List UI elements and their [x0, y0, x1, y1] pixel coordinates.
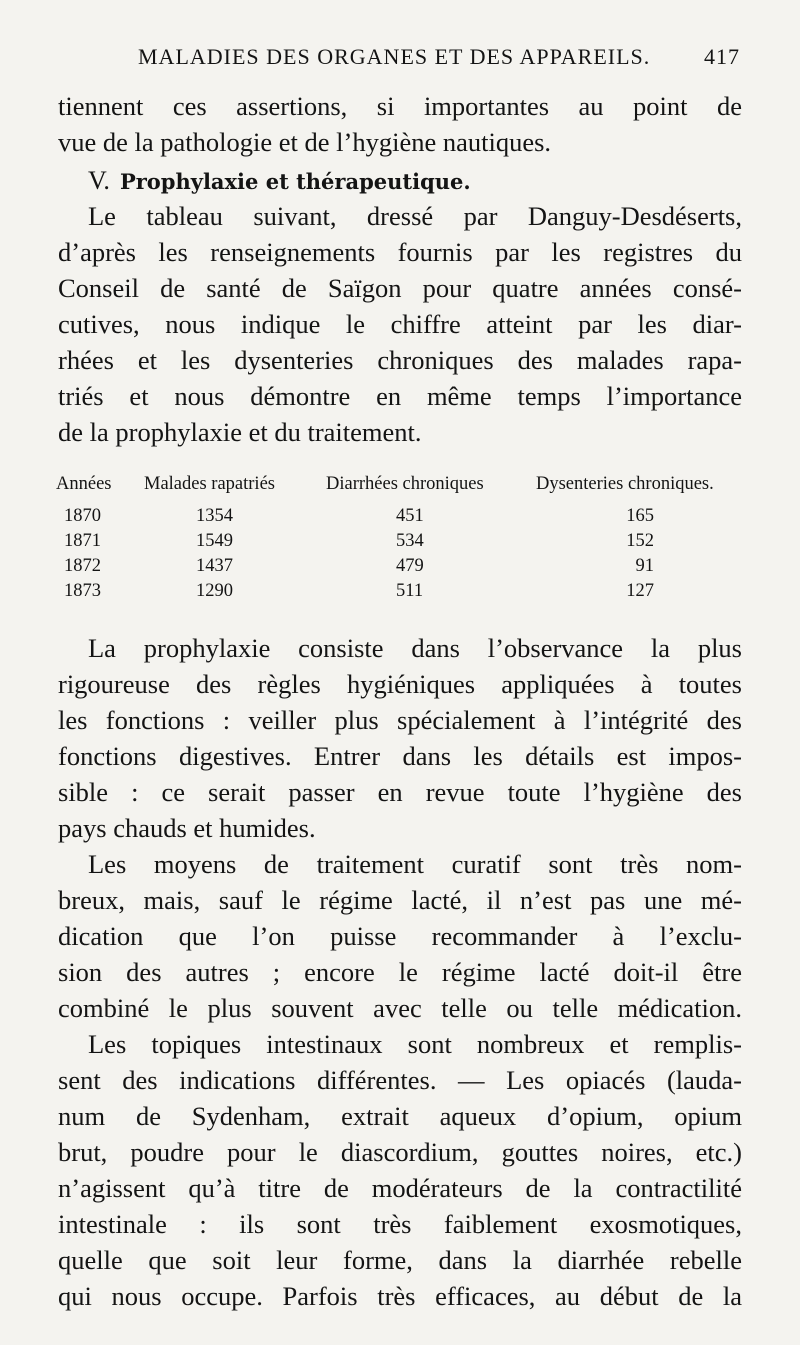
text-line: brut, poudre pour le diascordium, gouttes noires, etc.)	[58, 1137, 742, 1167]
text-line: breux, mais, sauf le régime lacté, il n’est pas une mé-	[58, 885, 742, 915]
table-row	[56, 531, 746, 556]
table-header-row	[56, 474, 746, 506]
text-line: pays chauds et humides.	[58, 813, 316, 843]
table-cell-dysentery: 127	[626, 581, 654, 601]
text-line: d’après les renseignements fournis par les registres du	[58, 237, 742, 267]
table-cell-year: 1873	[64, 581, 101, 601]
section-title: Prophylaxie et thérapeutique.	[119, 169, 471, 194]
paragraph-table-intro	[58, 198, 742, 450]
paragraph-treatment	[58, 846, 742, 1026]
table-cell-diarrhea: 534	[396, 531, 424, 551]
table-cell-year: 1870	[64, 506, 101, 526]
text-line: intestinale : ils sont très faiblement exosmotiques,	[58, 1209, 742, 1239]
text-line: Conseil de santé de Saïgon pour quatre années consé-	[58, 273, 742, 303]
section-heading	[88, 166, 471, 196]
text-line: La prophylaxie consiste dans l’observance la plus	[88, 633, 742, 663]
text-line: fonctions digestives. Entrer dans les détails est impos-	[58, 741, 742, 771]
table-cell-repatriated: 1290	[196, 581, 233, 601]
paragraph-prophylaxis	[58, 630, 742, 846]
text-line: Le tableau suivant, dressé par Danguy-Desdéserts,	[88, 201, 742, 231]
text-line: tiennent ces assertions, si importantes au point de	[58, 91, 742, 121]
column-header-dysentery: Dysenteries chroniques.	[536, 474, 714, 494]
text-line: cutives, nous indique le chiffre atteint par les diar-	[58, 309, 742, 339]
text-line: rigoureuse des règles hygiéniques appliquées à toutes	[58, 669, 742, 699]
table-cell-year: 1872	[64, 556, 101, 576]
table-row	[56, 581, 746, 606]
statistics-table	[56, 474, 746, 606]
page-number: 417	[704, 44, 740, 69]
table-cell-year: 1871	[64, 531, 101, 551]
text-line: n’agissent qu’à titre de modérateurs de la contractilité	[58, 1173, 742, 1203]
text-line: triés et nous démontre en même temps l’importance	[58, 381, 742, 411]
intro-paragraph	[58, 88, 742, 160]
text-line: Les moyens de traitement curatif sont très nom-	[88, 849, 742, 879]
text-line: sible : ce serait passer en revue toute l’hygiène des	[58, 777, 742, 807]
column-header-diarrhea: Diarrhées chroniques	[326, 474, 484, 494]
section-number: V.	[88, 166, 110, 195]
paragraph-topicals	[58, 1026, 742, 1314]
text-line: sion des autres ; encore le régime lacté doit-il être	[58, 957, 742, 987]
text-line: rhées et les dysenteries chroniques des malades rapa-	[58, 345, 742, 375]
column-header-repatriated: Malades rapatriés	[144, 474, 275, 494]
text-line: combiné le plus souvent avec telle ou telle médication.	[58, 993, 742, 1023]
text-line: num de Sydenham, extrait aqueux d’opium, opium	[58, 1101, 742, 1131]
text-line: qui nous occupe. Parfois très efficaces, au début de la	[58, 1281, 742, 1311]
column-header-years: Années	[56, 474, 112, 494]
text-line: vue de la pathologie et de l’hygiène nautiques.	[58, 127, 552, 157]
table-cell-diarrhea: 511	[396, 581, 424, 601]
table-cell-dysentery: 91	[635, 556, 654, 576]
table-cell-diarrhea: 479	[396, 556, 424, 576]
table-cell-repatriated: 1437	[196, 556, 233, 576]
table-row	[56, 506, 746, 531]
table-cell-diarrhea: 451	[396, 506, 424, 526]
table-cell-dysentery: 152	[626, 531, 654, 551]
text-line: Les topiques intestinaux sont nombreux et remplis-	[88, 1029, 742, 1059]
table-row	[56, 556, 746, 581]
table-cell-repatriated: 1549	[196, 531, 233, 551]
text-line: de la prophylaxie et du traitement.	[58, 417, 422, 447]
text-line: les fonctions : veiller plus spécialement à l’intégrité des	[58, 705, 742, 735]
table-cell-repatriated: 1354	[196, 506, 233, 526]
table-cell-dysentery: 165	[626, 506, 654, 526]
text-line: sent des indications différentes. — Les opiacés (lauda-	[58, 1065, 742, 1095]
running-head-title: MALADIES DES ORGANES ET DES APPAREILS.	[138, 44, 651, 69]
text-line: dication que l’on puisse recommander à l’exclu-	[58, 921, 742, 951]
text-line: quelle que soit leur forme, dans la diarrhée rebelle	[58, 1245, 742, 1275]
running-head	[60, 44, 740, 70]
